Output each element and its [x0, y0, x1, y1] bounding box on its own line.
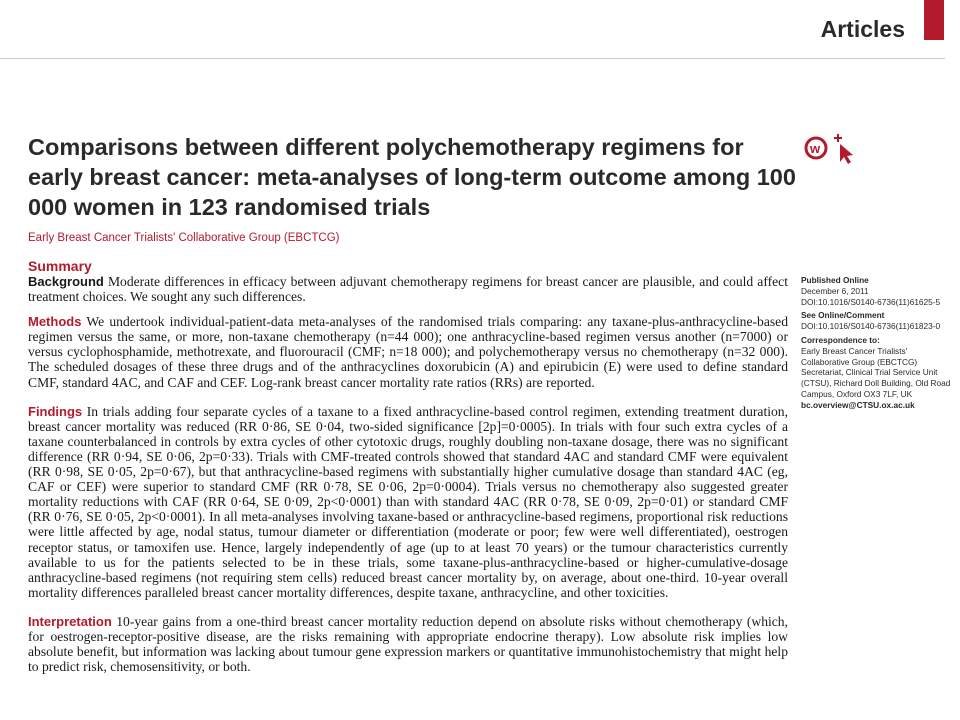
methods-text: We undertook individual-patient-data meta-analyses of the randomised trials comparing: any taxane-plus-anthracycline-based regimen versus the same, or more, non-taxane chemotherapy (n=44 000); one anthracycline-based regimen versus another (n=7000) or versus cyclophosphamide, methotrexate, and fluorouracil (CMF; n=18 000); and polychemotherapy versus no chemotherapy (n=32 000). The scheduled dosages of these three drugs and of the anthracyclines doxorubicin (A) and epirubicin (E) were used to define standard CMF, standard 4AC, and CAF and CEF. Log-rank breast cancer mortality rate ratios (RRs) are reported.	[28, 314, 788, 390]
published-info	[801, 275, 951, 307]
correspondence-email[interactable]: bc.overview@CTSU.ox.ac.uk	[801, 399, 915, 410]
author-group: Early Breast Cancer Trialists' Collaborative Group (EBCTCG)	[28, 232, 340, 244]
online-first-icon[interactable]	[800, 132, 860, 164]
correspondence-address: Early Breast Cancer Trialists' Collaborative Group (EBCTCG) Secretariat, Clinical Trial Service Unit (CTSU), Richard Doll Building, Old Road Campus, Oxford OX3 7LF, UK	[801, 345, 951, 399]
summary-heading: Summary	[28, 258, 92, 274]
abstract	[28, 274, 788, 688]
findings-label: Findings	[28, 403, 83, 419]
methods-label: Methods	[28, 314, 82, 330]
methods-paragraph	[28, 314, 788, 389]
see-comment-heading: See Online/Comment	[801, 310, 885, 321]
journal-corner-tab	[924, 0, 944, 40]
header-rule	[0, 58, 945, 59]
section-label: Articles	[820, 16, 905, 42]
background-label: Background	[28, 274, 104, 289]
comment-info	[801, 310, 951, 332]
article-sidebar	[801, 275, 951, 414]
svg-text:w: w	[810, 141, 821, 156]
background-paragraph	[28, 274, 788, 304]
findings-text: In trials adding four separate cycles of a taxane to a fixed anthracycline-based control regimen, extending treatment duration, breast cancer mortality was reduced (RR 0·86, SE 0·04, two-sided significance [2p]=0·0005). In trials with four such extra cycles of a taxane counterbalanced in controls by extra cycles of other cytotoxic drugs, roughly doubling non-taxane dosage, there was no significant difference (RR 0·94, SE 0·06, 2p=0·33). Trials with CMF-treated controls showed that standard 4AC and standard CMF were equivalent (RR 0·98, SE 0·05, 2p=0·67), but that anthracycline-based regimens with substantially higher cumulative dosage than standard 4AC (eg, CAF or CEF) were superior to standard CMF (RR 0·78, SE 0·06, 2p=0·0004). Trials versus no chemotherapy also suggested greater mortality reductions with CAF (RR 0·64, SE 0·09, 2p<0·0001) than with standard 4AC (RR 0·78, SE 0·09, 2p=0·01) or standard CMF (RR 0·76, SE 0·05, 2p<0·0001). In all meta-analyses involving taxane-based or anthracycline-based regimens, proportional risk reductions were little affected by age, nodal status, tumour diameter or differentiation (moderate or poor; few were well differentiated), oestrogen receptor status, or tamoxifen use. Hence, largely independently of age (up to at least 70 years) or the tumour characteristics currently available to us for the patients selected to be in these trials, some taxane-plus-anthracycline-based or higher-cumulative-dosage anthracycline-based regimens (not requiring stem cells) reduced breast cancer mortality by, on average, about one-third. 10-year overall mortality differences paralleled breast cancer mortality differences, despite taxane, anthracycline, and other toxicities.	[28, 403, 788, 600]
interpretation-text: 10-year gains from a one-third breast cancer mortality reduction depend on absolute risks without chemotherapy (which, for oestrogen-receptor-positive disease, are the risks remaining with appropriate endocrine therapy). Low absolute risk implies low absolute benefit, but information was lacking about tumour gene expression markers or quantitative immunohistochemistry that might help to predict risk, chemosensitivity, or both.	[28, 613, 788, 675]
correspondence-info	[801, 335, 951, 411]
article-title: Comparisons between different polychemotherapy regimens for early breast cancer: meta-analyses of long-term outcome among 100 000 women in 123 randomised trials	[28, 134, 796, 220]
interpretation-paragraph	[28, 614, 788, 674]
doi-link[interactable]: DOI:10.1016/S0140-6736(11)61625-5	[801, 296, 941, 307]
findings-paragraph	[28, 404, 788, 600]
published-heading: Published Online	[801, 275, 869, 285]
correspondence-heading: Correspondence to:	[801, 334, 880, 345]
comment-doi-link[interactable]: DOI:10.1016/S0140-6736(11)61823-0	[801, 321, 941, 332]
background-text: Moderate differences in efficacy between adjuvant chemotherapy regimens for breast cancer are plausible, and could affect treatment choices. We sought any such differences.	[28, 274, 788, 305]
published-date: December 6, 2011	[801, 285, 869, 296]
interpretation-label: Interpretation	[28, 613, 112, 629]
